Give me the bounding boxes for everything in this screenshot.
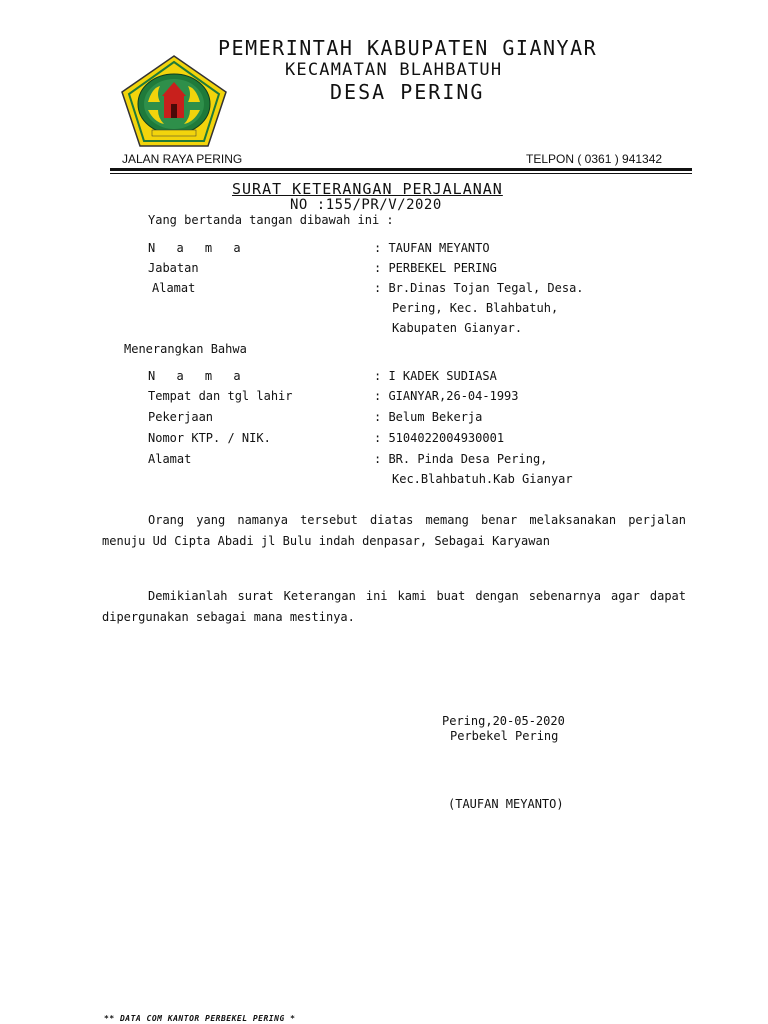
signer-address-line2: Pering, Kec. Blahbatuh, xyxy=(392,301,559,315)
subject-job-label: Pekerjaan xyxy=(148,410,214,424)
body-paragraph-1 xyxy=(102,510,686,552)
declares-text: Menerangkan Bahwa xyxy=(124,342,247,356)
subject-name-value: : I KADEK SUDIASA xyxy=(374,369,497,383)
subject-job-value: : Belum Bekerja xyxy=(374,410,483,424)
subject-name-label: N a m a xyxy=(148,369,241,383)
letterhead-village: DESA PERING xyxy=(330,80,485,104)
signer-name-label: N a m a xyxy=(148,241,241,255)
letter-number: NO :155/PR/V/2020 xyxy=(290,197,442,213)
signer-address-line1: : Br.Dinas Tojan Tegal, Desa. xyxy=(374,281,584,295)
subject-birth-label: Tempat dan tgl lahir xyxy=(148,389,293,403)
letterhead-rule-thin xyxy=(110,173,692,174)
signer-name-value: : TAUFAN MEYANTO xyxy=(374,241,490,255)
body-paragraph-2-text: Demikianlah surat Keterangan ini kami buat dengan sebenarnya agar dapat dipergunakan sebagai mana mestinya. xyxy=(102,589,686,624)
signer-position-label: Jabatan xyxy=(148,261,199,275)
office-address: JALAN RAYA PERING xyxy=(122,152,243,166)
signer-title: Perbekel Pering xyxy=(450,729,559,743)
place-date: Pering,20-05-2020 xyxy=(442,714,565,728)
office-phone: TELPON ( 0361 ) 941342 xyxy=(526,152,663,166)
body-paragraph-2 xyxy=(102,586,686,628)
body-paragraph-1-text: Orang yang namanya tersebut diatas memang benar melaksanakan perjalan menuju Ud Cipta Abadi jl Bulu indah denpasar, Sebagai Karyawan xyxy=(102,513,686,548)
signer-signature-name: (TAUFAN MEYANTO) xyxy=(448,797,564,811)
subject-id-label: Nomor KTP. / NIK. xyxy=(148,431,271,445)
signer-address-line3: Kabupaten Gianyar. xyxy=(392,321,523,335)
subject-address-label: Alamat xyxy=(148,452,192,466)
gianyar-emblem-logo xyxy=(118,54,230,150)
footer-note: ** DATA COM KANTOR PERBEKEL PERING * xyxy=(104,1014,296,1023)
subject-address-line2: Kec.Blahbatuh.Kab Gianyar xyxy=(392,472,573,486)
letterhead-government: PEMERINTAH KABUPATEN GIANYAR xyxy=(218,36,598,60)
subject-address-line1: : BR. Pinda Desa Pering, xyxy=(374,452,548,466)
signer-position-value: : PERBEKEL PERING xyxy=(374,261,497,275)
subject-id-value: : 5104022004930001 xyxy=(374,431,505,445)
letterhead-rule-thick xyxy=(110,168,692,171)
subject-birth-value: : GIANYAR,26-04-1993 xyxy=(374,389,519,403)
letter-title: SURAT KETERANGAN PERJALANAN xyxy=(232,180,503,198)
signer-address-label: Alamat xyxy=(152,281,196,295)
intro-text: Yang bertanda tangan dibawah ini : xyxy=(148,213,394,227)
letterhead-district: KECAMATAN BLAHBATUH xyxy=(285,60,503,80)
